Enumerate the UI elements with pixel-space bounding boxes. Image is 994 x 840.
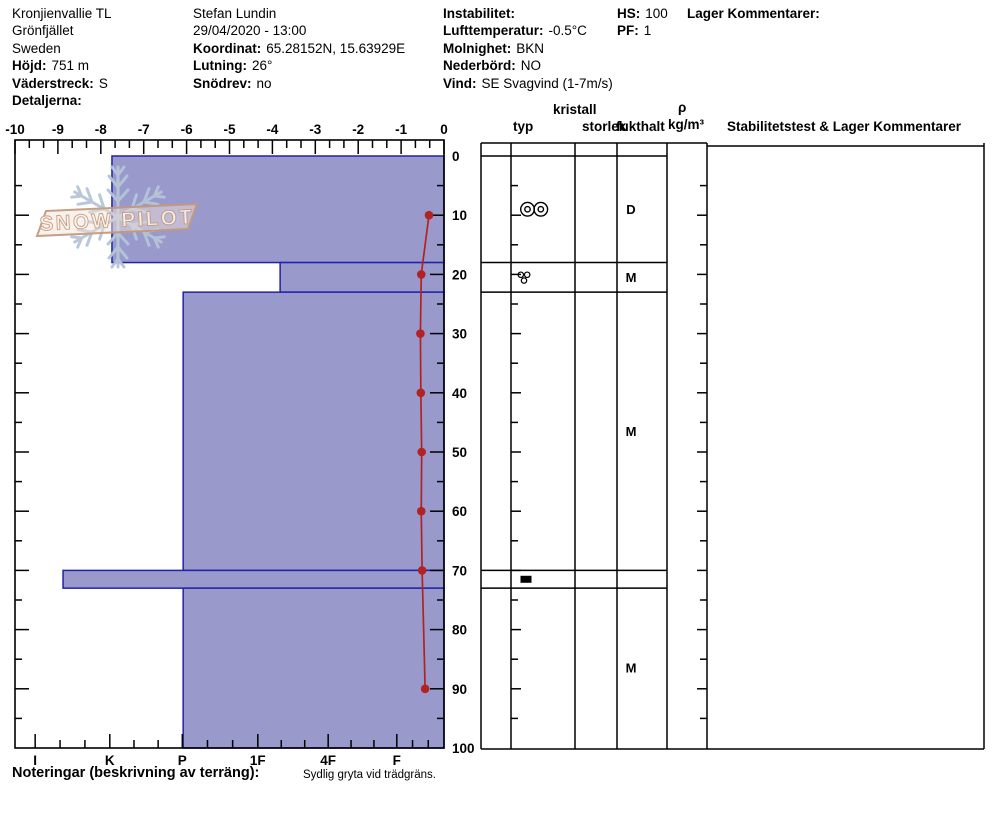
layer-comments-header: Lager Kommentarer: [687, 6, 820, 21]
field-elevation: Höjd: 751 m [12, 58, 90, 74]
svg-text:4F: 4F [320, 753, 337, 768]
svg-text:60: 60 [452, 504, 468, 520]
field-details: Detaljerna: [12, 93, 82, 109]
column-header-kristall: kristall [553, 102, 597, 117]
field-instability: Instabilitet: [443, 6, 516, 21]
svg-text:F: F [392, 753, 401, 768]
location-block [12, 5, 112, 109]
svg-text:20: 20 [452, 267, 468, 283]
column-header-rho-units: kg/m³ [668, 117, 705, 132]
svg-text:-8: -8 [94, 122, 107, 137]
logo-text: SNOW PILOT [39, 205, 195, 236]
field-precip: Nederbörd: NO [443, 58, 542, 74]
svg-text:-7: -7 [137, 122, 150, 137]
svg-text:D: D [626, 201, 636, 217]
svg-text:I: I [33, 753, 38, 768]
svg-text:-5: -5 [223, 122, 236, 137]
column-header-stability-comments: Stabilitetstest & Lager Kommentarer [727, 119, 962, 134]
svg-text:-1: -1 [395, 122, 408, 137]
field-country: Sweden [12, 40, 61, 56]
notes-label: Noteringar (beskrivning av terräng): [12, 765, 260, 781]
svg-text:-9: -9 [51, 122, 64, 137]
field-coordinates: Koordinat: 65.28152N, 15.63929E [193, 40, 406, 56]
field-site: Kronjienvallie TL [12, 6, 112, 21]
svg-text:-6: -6 [180, 122, 193, 137]
column-header-typ: typ [513, 119, 534, 134]
column-header-fukthalt: fukthalt [616, 119, 665, 134]
field-airtemp: Lufttemperatur: -0.5°C [443, 23, 587, 39]
svg-text:M: M [625, 660, 637, 676]
field-datetime: 29/04/2020 - 13:00 [193, 23, 307, 39]
notes-value: Sydlig gryta vid trädgräns. [303, 769, 436, 781]
svg-text:-3: -3 [309, 122, 322, 137]
field-aspect: Väderstreck: S [12, 75, 108, 91]
field-sky: Molnighet: BKN [443, 40, 544, 56]
field-pf: PF: 1 [617, 23, 652, 39]
svg-text:10: 10 [452, 208, 468, 224]
svg-text:30: 30 [452, 326, 468, 342]
column-header-rho: ρ [678, 100, 687, 115]
svg-text:P: P [177, 753, 187, 768]
field-drifting: Snödrev: no [193, 75, 272, 91]
hs-pf-block [617, 5, 668, 40]
column-header-storlek: storlek [582, 119, 627, 134]
svg-text:90: 90 [452, 681, 468, 697]
svg-text:K: K [104, 753, 115, 768]
svg-text:40: 40 [452, 385, 468, 401]
svg-text:-10: -10 [5, 122, 25, 137]
hardness-bars [63, 156, 444, 748]
svg-text:M: M [625, 269, 637, 285]
svg-text:-2: -2 [352, 122, 365, 137]
svg-text:-4: -4 [266, 122, 279, 137]
weather-block [443, 5, 613, 92]
field-wind: Vind: SE Svagvind (1-7m/s) [443, 75, 613, 91]
svg-text:0: 0 [440, 122, 448, 137]
svg-text:1F: 1F [249, 753, 266, 768]
svg-text:0: 0 [452, 149, 460, 164]
svg-text:M: M [625, 423, 637, 439]
field-hs: HS: 100 [617, 6, 668, 21]
svg-text:50: 50 [452, 445, 468, 460]
field-slope: Lutning: 26° [193, 58, 273, 74]
svg-text:80: 80 [452, 622, 468, 638]
field-observer: Stefan Lundin [193, 6, 277, 21]
svg-text:70: 70 [452, 563, 468, 579]
observer-block [193, 5, 405, 92]
field-area: Grönfjället [12, 23, 74, 39]
svg-text:100: 100 [452, 741, 475, 756]
